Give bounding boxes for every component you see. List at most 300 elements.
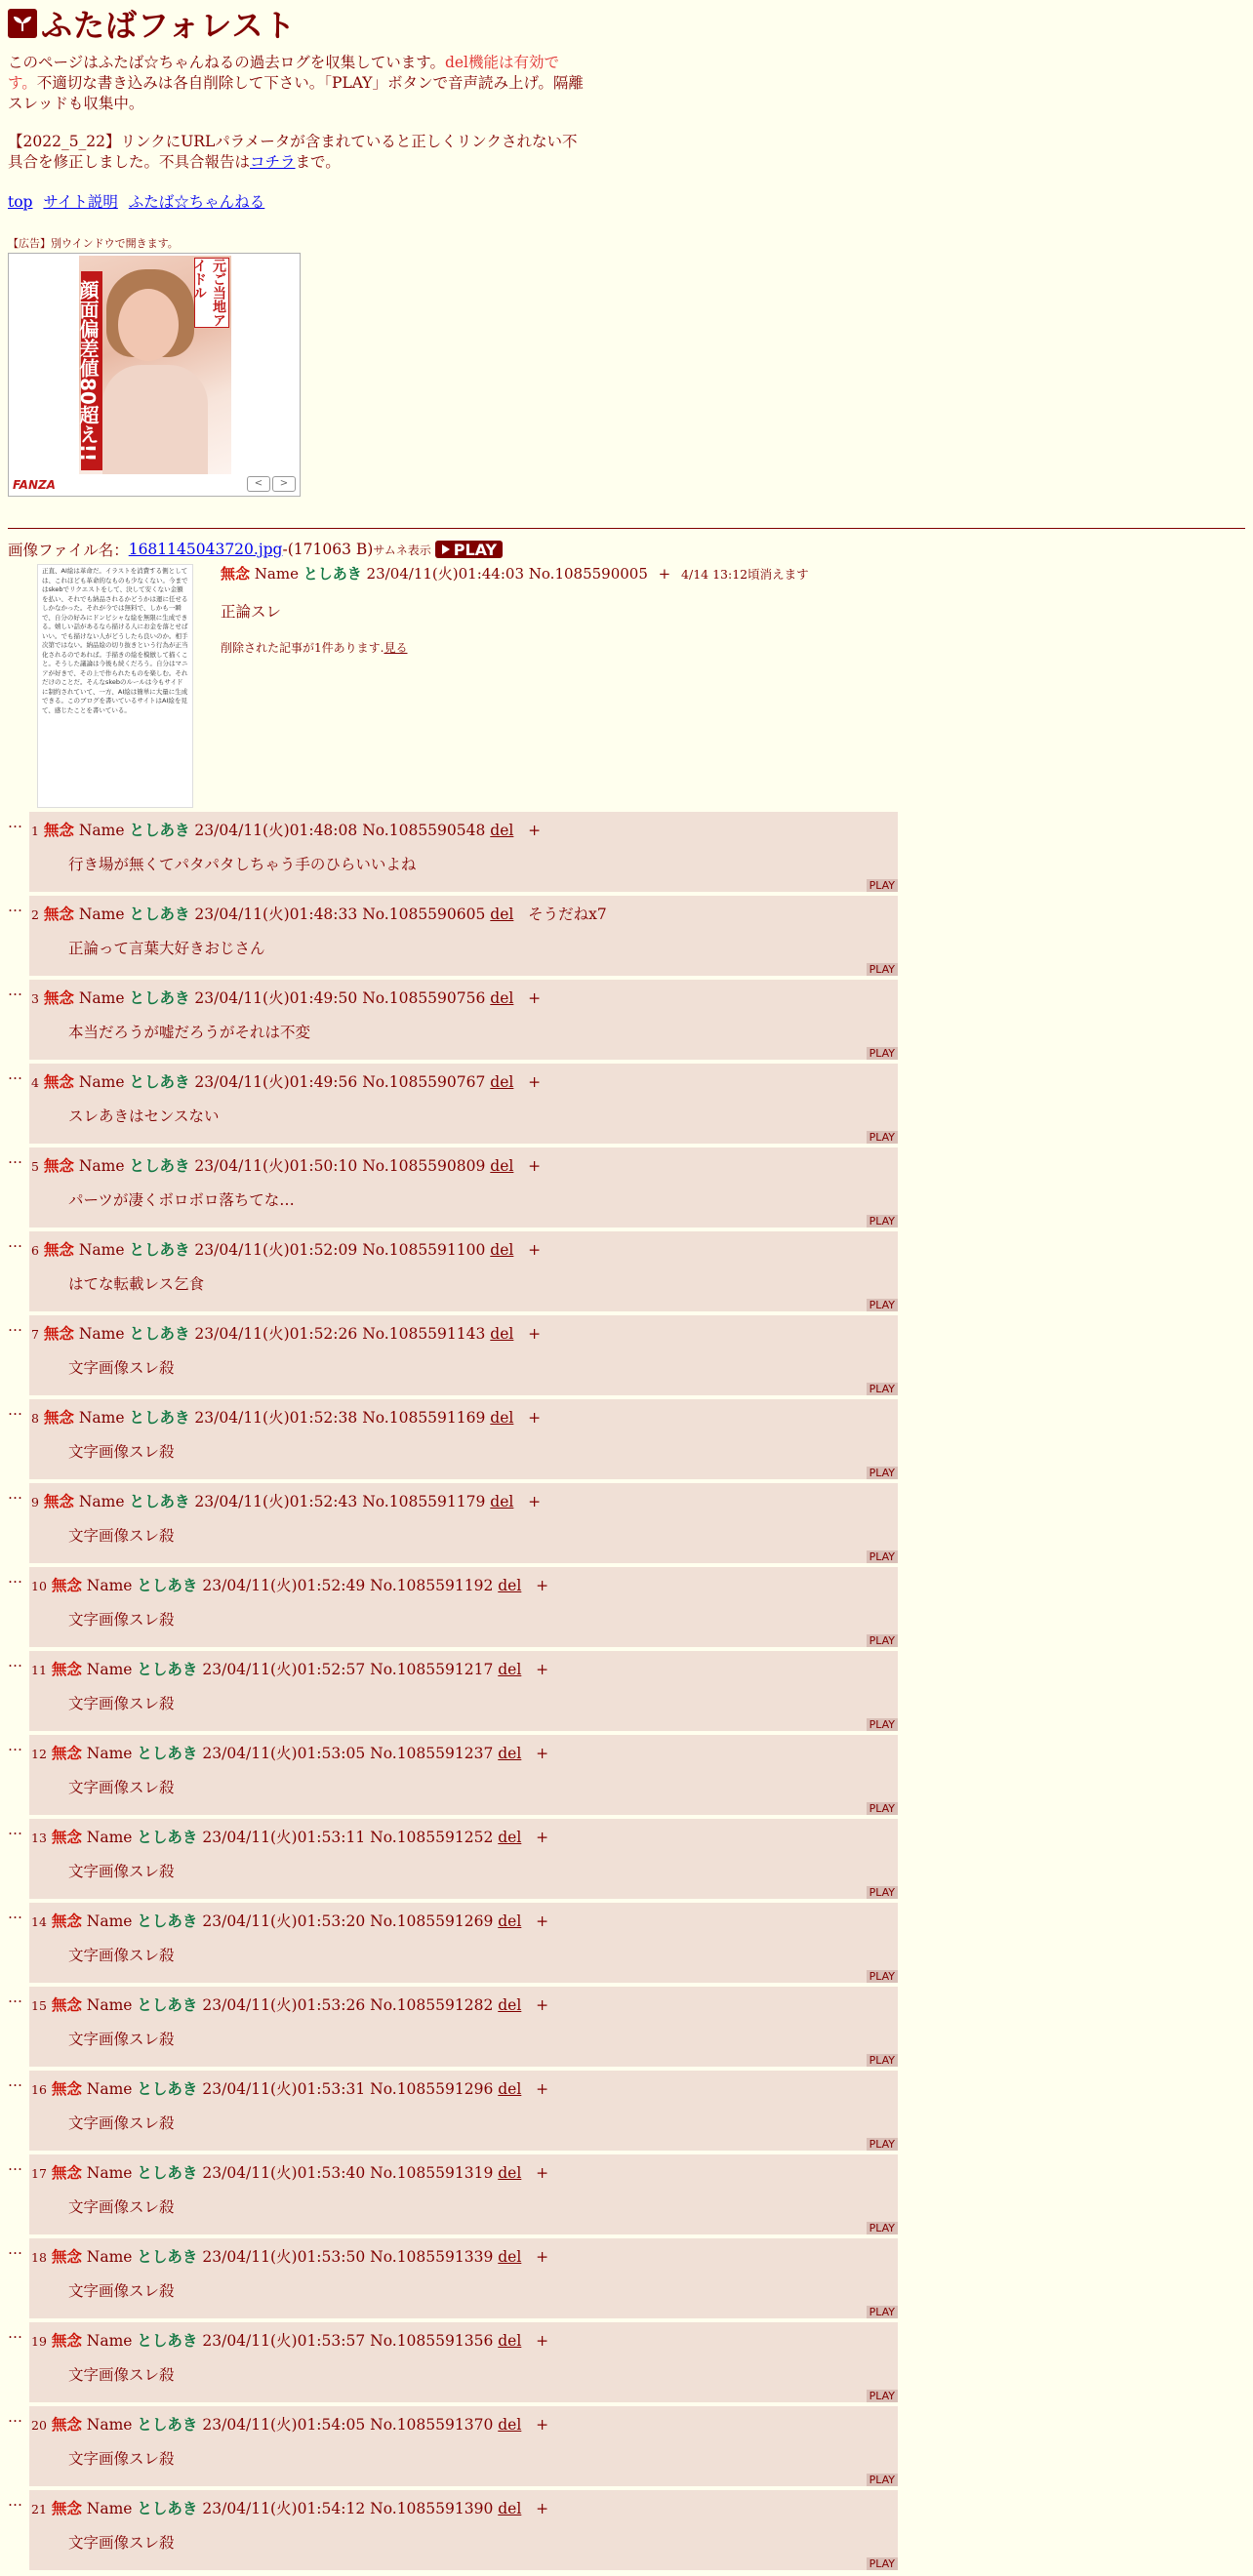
reply-index: 21 [31,2502,47,2516]
name-label: Name [86,1745,133,1762]
reply-extra[interactable]: + [528,822,542,839]
reply-index: 12 [31,1747,47,1761]
reply-header [31,1826,548,1847]
intro-text [8,53,584,114]
post-subject: 無念 [43,905,74,923]
post-date: 23/04/11(火)01:53:40 [202,2164,366,2182]
del-link[interactable]: del [498,2416,522,2434]
reply-extra[interactable]: + [536,1829,549,1846]
reply-dots: … [8,2492,22,2510]
del-link[interactable]: del [498,1829,522,1846]
name-label: Name [78,1157,125,1175]
reply-extra[interactable]: + [528,1493,542,1510]
name-label: Name [78,906,125,923]
file-size: -(171063 B) [282,541,374,558]
post-date: 23/04/11(火)01:52:43 [194,1493,358,1510]
post-number[interactable]: No.1085590809 [362,1157,486,1175]
post-date: 23/04/11(火)01:52:38 [194,1409,358,1427]
post-date: 23/04/11(火)01:53:20 [202,1912,366,1930]
reply-text: スレあきはセンスない [68,1107,220,1125]
name-label: Name [78,822,125,839]
post-number[interactable]: No.1085591269 [370,1912,494,1930]
reply-post [29,1315,898,1395]
post-subject: 無念 [51,1828,82,1846]
deleted-text: 削除された記事が1件あります. [221,641,384,655]
post-number[interactable]: No.1085591319 [370,2164,494,2182]
reply-dots: … [8,2073,22,2090]
post-number[interactable]: No.1085591192 [370,1577,494,1594]
reply-play-button[interactable]: PLAY [867,1886,898,1899]
post-date: 23/04/11(火)01:54:12 [202,2500,366,2517]
post-number[interactable]: No.1085591143 [362,1325,486,1343]
post-subject: 無念 [43,1492,74,1510]
del-link[interactable]: del [490,1157,514,1175]
reply-extra[interactable]: + [536,1912,549,1930]
post-subject: 無念 [51,2331,82,2350]
name-label: Name [254,565,299,583]
reply-extra[interactable]: + [528,989,542,1007]
reply-play-button[interactable]: PLAY [867,879,898,892]
reply-extra[interactable]: + [528,1241,542,1259]
reply-index: 18 [31,2250,47,2265]
reply-text: 文字画像スレ殺 [68,2534,175,2552]
name-label: Name [78,1409,125,1427]
reply-header [31,1322,541,1344]
del-link[interactable]: del [498,2248,522,2266]
poster-name: としあき [137,2079,198,2098]
reply-extra[interactable]: + [528,1409,542,1427]
reply-header [31,819,541,840]
file-link[interactable]: 1681145043720.jpg [128,541,283,558]
reply-header [31,1406,541,1428]
reply-play-button[interactable]: PLAY [867,1550,898,1563]
del-link[interactable]: del [498,1661,522,1678]
del-link[interactable]: del [490,1409,514,1427]
reply-play-button[interactable]: PLAY [867,2306,898,2318]
del-link[interactable]: del [490,989,514,1007]
reply-header [31,1154,541,1176]
nav-futaba-link[interactable]: ふたば☆ちゃんねる [128,193,265,211]
reply-row [8,1903,1245,1983]
post-subject: 無念 [43,1156,74,1175]
poster-name: としあき [129,988,190,1007]
reply-dots: … [8,898,22,915]
reply-index: 19 [31,2334,47,2349]
reply-dots: … [8,982,22,999]
reply-header [31,986,541,1008]
post-date: 23/04/11(火)01:52:57 [202,1661,366,1678]
post-number[interactable]: No.1085591179 [362,1493,486,1510]
reply-row [8,896,1245,976]
reply-post [29,2490,898,2570]
reply-row [8,1819,1245,1899]
poster-name: としあき [303,565,362,583]
post-number[interactable]: No.1085590767 [362,1073,486,1091]
play-button[interactable] [435,541,503,558]
reply-header [31,2245,548,2267]
reply-text: 文字画像スレ殺 [68,2450,175,2468]
poster-name: としあき [137,1995,198,2014]
post-date: 23/04/11(火)01:52:26 [194,1325,358,1343]
post-date: 23/04/11(火)01:52:49 [202,1577,366,1594]
divider [8,528,1245,529]
reply-header [31,2161,548,2183]
reply-post [29,980,898,1060]
post-number[interactable]: No.1085591370 [370,2416,494,2434]
nav-top-link[interactable]: top [8,193,33,211]
reply-extra[interactable]: + [536,1745,549,1762]
post-number[interactable]: No.1085591169 [362,1409,486,1427]
reply-post [29,1147,898,1228]
reply-dots: … [8,1569,22,1587]
reply-header [31,2497,548,2518]
reply-header [31,1238,541,1260]
poster-name: としあき [137,2415,198,2434]
file-label: 画像ファイル名： [8,542,129,559]
reply-row [8,1987,1245,2067]
post-date: 23/04/11(火)01:48:08 [194,822,358,839]
post-subject: 無念 [43,1072,74,1091]
reply-index: 17 [31,2166,47,2181]
post-number[interactable]: No.1085591296 [370,2080,494,2098]
reply-dots: … [8,1653,22,1670]
reply-post [29,1903,898,1983]
name-label: Name [86,1577,133,1594]
reply-dots: … [8,1905,22,1922]
chevron-right-icon[interactable]: > [272,476,296,492]
reply-post [29,2154,898,2234]
post-subject: 無念 [43,1324,74,1343]
reply-index: 1 [31,824,39,838]
del-link[interactable]: del [498,2080,522,2098]
post-number[interactable]: No.1085591217 [370,1661,494,1678]
post-subject: 無念 [51,1912,82,1930]
name-label: Name [86,2248,133,2266]
reply-post [29,2406,898,2486]
reply-extra[interactable]: + [536,2080,549,2098]
name-label: Name [78,989,125,1007]
reply-text: 文字画像スレ殺 [68,1947,175,1964]
reply-extra[interactable]: + [536,1996,549,2014]
report-link[interactable]: コチラ [250,153,296,171]
post-subject: 無念 [43,1408,74,1427]
del-link[interactable]: del [498,1912,522,1930]
reply-play-button[interactable]: PLAY [867,1467,898,1479]
show-deleted-link[interactable]: 見る [384,641,408,655]
post-number[interactable]: No.1085591252 [370,1829,494,1846]
reply-play-button[interactable]: PLAY [867,2557,898,2570]
nav-about-link[interactable]: サイト説明 [43,193,118,211]
post-date: 23/04/11(火)01:44:03 [366,565,524,583]
reply-post [29,2238,898,2318]
reply-text: 文字画像スレ殺 [68,1695,175,1712]
del-link[interactable]: del [490,1241,514,1259]
poster-name: としあき [129,1408,190,1427]
post-number[interactable]: No.1085591339 [370,2248,494,2266]
intro-del-note: del機能は有効です。 [8,54,560,92]
reply-header [31,1490,541,1511]
post-date: 23/04/11(火)01:48:33 [194,906,358,923]
del-link[interactable]: del [498,1996,522,2014]
del-link[interactable]: del [490,1493,514,1510]
reply-extra[interactable]: そうだねx7 [528,906,607,923]
play-label: PLAY [453,540,498,559]
post-number[interactable]: No.1085591356 [370,2332,494,2350]
plus-button[interactable]: + [658,565,671,583]
thumb-toggle[interactable]: サムネ表示 [373,543,431,557]
reply-post [29,1819,898,1899]
post-number[interactable]: No.1085591390 [370,2500,494,2517]
name-label: Name [86,1829,133,1846]
del-link[interactable]: del [490,822,514,839]
poster-name: としあき [137,1660,198,1678]
reply-row [8,1651,1245,1731]
reply-row [8,980,1245,1060]
reply-index: 5 [31,1159,39,1174]
reply-index: 6 [31,1243,39,1258]
reply-extra[interactable]: + [536,2416,549,2434]
post-date: 23/04/11(火)01:53:57 [202,2332,366,2350]
reply-row [8,812,1245,892]
name-label: Name [86,2332,133,2350]
reply-play-button[interactable]: PLAY [867,963,898,976]
ad-left-text: 顔面偏差値80超え!! [81,271,102,470]
reply-index: 16 [31,2082,47,2097]
reply-index: 8 [31,1411,39,1426]
reply-row [8,1064,1245,1144]
reply-post [29,1483,898,1563]
reply-play-button[interactable]: PLAY [867,2222,898,2234]
del-link[interactable]: del [498,2332,522,2350]
reply-header [31,1070,541,1092]
reply-post [29,2322,898,2402]
file-info [8,539,1245,560]
reply-text: 文字画像スレ殺 [68,2366,175,2384]
reply-header [31,2329,548,2351]
ad-nav [247,476,296,492]
post-subject: 無念 [51,2079,82,2098]
reply-extra[interactable]: + [528,1157,542,1175]
reply-dots: … [8,1485,22,1503]
reply-post [29,1064,898,1144]
notice-text: まで。 [295,153,341,171]
ad-banner[interactable] [8,253,301,497]
leaf-icon[interactable] [8,9,37,38]
reply-text: 文字画像スレ殺 [68,1359,175,1377]
deleted-note [221,639,809,656]
reply-post [29,1399,898,1479]
chevron-left-icon[interactable]: < [247,476,270,492]
reply-row [8,1735,1245,1815]
name-label: Name [86,1661,133,1678]
reply-header [31,1658,548,1679]
reply-extra[interactable]: + [528,1325,542,1343]
reply-extra[interactable]: + [536,2248,549,2266]
reply-row [8,1147,1245,1228]
reply-text: 文字画像スレ殺 [68,1779,175,1796]
del-link[interactable]: del [498,1745,522,1762]
reply-play-button[interactable]: PLAY [867,1970,898,1983]
reply-play-button[interactable]: PLAY [867,1299,898,1311]
nav-links [8,190,1245,212]
poster-name: としあき [129,1156,190,1175]
poster-name: としあき [129,1492,190,1510]
reply-play-button[interactable]: PLAY [867,1215,898,1228]
ad-image[interactable] [76,256,231,474]
post-number[interactable]: No.1085591100 [362,1241,486,1259]
site-title[interactable]: ふたばフォレスト [41,7,297,44]
reply-play-button[interactable]: PLAY [867,1718,898,1731]
reply-row [8,1315,1245,1395]
intro-part: このページはふたば☆ちゃんねるの過去ログを収集しています。 [8,54,445,71]
post-subject: 無念 [43,988,74,1007]
update-notice [8,132,584,173]
post-date: 23/04/11(火)01:53:11 [202,1829,366,1846]
reply-row [8,1567,1245,1647]
post-number[interactable]: No.1085590605 [362,906,486,923]
op-header [221,564,809,584]
reply-play-button[interactable]: PLAY [867,2390,898,2402]
reply-dots: … [8,1317,22,1335]
reply-play-button[interactable]: PLAY [867,1131,898,1144]
reply-row [8,2154,1245,2234]
reply-index: 13 [31,1831,47,1845]
poster-name: としあき [137,2331,198,2350]
reply-dots: … [8,2240,22,2258]
reply-header [31,2077,548,2099]
poster-name: としあき [137,1576,198,1594]
reply-header [31,1910,548,1931]
del-link[interactable]: del [498,1577,522,1594]
reply-post [29,1987,898,2067]
reply-post [29,1735,898,1815]
reply-play-button[interactable]: PLAY [867,2138,898,2151]
op-text: 正論スレ [221,603,282,621]
reply-index: 11 [31,1663,47,1677]
reply-text: 文字画像スレ殺 [68,2114,175,2132]
name-label: Name [86,1996,133,2014]
poster-name: としあき [129,1072,190,1091]
poster-name: としあき [137,1828,198,1846]
reply-index: 7 [31,1327,39,1342]
reply-row [8,1399,1245,1479]
poster-name: としあき [137,2247,198,2266]
del-link[interactable]: del [490,1073,514,1091]
expire-note: 4/14 13:12頃消えます [681,567,809,582]
reply-play-button[interactable]: PLAY [867,1634,898,1647]
reply-index: 2 [31,907,39,922]
name-label: Name [86,2500,133,2517]
post-date: 23/04/11(火)01:53:31 [202,2080,366,2098]
post-number[interactable]: No.1085591282 [370,1996,494,2014]
poster-name: としあき [137,1912,198,1930]
reply-header [31,1574,548,1595]
reply-dots: … [8,814,22,831]
post-number[interactable]: No.1085590005 [528,565,648,583]
op-body [221,564,809,808]
reply-header [31,1993,548,2015]
reply-post [29,1651,898,1731]
name-label: Name [78,1241,125,1259]
reply-text: 本当だろうが嘘だろうがそれは不変 [68,1024,311,1041]
post-date: 23/04/11(火)01:54:05 [202,2416,366,2434]
name-label: Name [86,2164,133,2182]
poster-name: としあき [137,2499,198,2517]
post-number[interactable]: No.1085590756 [362,989,486,1007]
ad-figure [102,365,208,474]
reply-text: 文字画像スレ殺 [68,2031,175,2048]
post-date: 23/04/11(火)01:50:10 [194,1157,358,1175]
reply-extra[interactable]: + [536,2500,549,2517]
op-post [8,564,1245,808]
poster-name: としあき [137,2163,198,2182]
reply-row [8,2490,1245,2570]
post-number[interactable]: No.1085590548 [362,822,486,839]
del-link[interactable]: del [490,1325,514,1343]
reply-text: 文字画像スレ殺 [68,1611,175,1629]
reply-play-button[interactable]: PLAY [867,2054,898,2067]
reply-text: 文字画像スレ殺 [68,1863,175,1880]
reply-dots: … [8,1066,22,1083]
poster-name: としあき [129,905,190,923]
post-number[interactable]: No.1085591237 [370,1745,494,1762]
reply-extra[interactable]: + [536,2332,549,2350]
del-link[interactable]: del [498,2500,522,2517]
reply-extra[interactable]: + [536,1661,549,1678]
reply-header [31,2413,548,2435]
reply-play-button[interactable]: PLAY [867,1047,898,1060]
reply-list [8,812,1245,2570]
poster-name: としあき [129,821,190,839]
poster-name: としあき [129,1240,190,1259]
reply-index: 3 [31,991,39,1006]
play-icon [441,543,451,555]
post-subject: 無念 [51,1744,82,1762]
reply-text: 文字画像スレ殺 [68,1527,175,1545]
post-date: 23/04/11(火)01:53:05 [202,1745,366,1762]
reply-text: 正論って言葉大好きおじさん [68,940,265,957]
reply-post [29,1231,898,1311]
reply-text: はてな転載レス乞食 [68,1275,205,1293]
post-subject: 無念 [51,2415,82,2434]
post-date: 23/04/11(火)01:52:09 [194,1241,358,1259]
reply-text: 行き場が無くてパタパタしちゃう手のひらいいよね [68,856,417,873]
post-date: 23/04/11(火)01:53:26 [202,1996,366,2014]
reply-extra[interactable]: + [536,2164,549,2182]
reply-play-button[interactable]: PLAY [867,1802,898,1815]
reply-dots: … [8,1737,22,1754]
del-link[interactable]: del [498,2164,522,2182]
post-subject: 無念 [221,565,251,583]
reply-index: 20 [31,2418,47,2433]
reply-play-button[interactable]: PLAY [867,1383,898,1395]
reply-extra[interactable]: + [528,1073,542,1091]
name-label: Name [86,2080,133,2098]
reply-text: 文字画像スレ殺 [68,1443,175,1461]
reply-play-button[interactable]: PLAY [867,2474,898,2486]
ad-right-text: 元ご当地アイドル [194,258,229,328]
reply-dots: … [8,2324,22,2342]
reply-extra[interactable]: + [536,1577,549,1594]
post-date: 23/04/11(火)01:49:50 [194,989,358,1007]
notice-text: 【2022_5_22】リンクにURLパラメータが含まれていると正しくリンクされない不具合を修正しました。不具合報告は [8,133,578,171]
reply-row [8,2238,1245,2318]
op-thumbnail[interactable]: 正直、AI絵は革命だ。イラストを消費する側としては、これほども革命的なものも少なくない。今まではskebでリクエストをして、決して安くない金額を払い、それでも納品されるかどうかは運に任せるしかなかった。それが今では無料で、しかも一瞬で、自分の好みにドンピシャな絵を無限に生成できる。嬉しい話があるなら描ける人にお金を落とせばいい。でも描けない人がどうしたら良いのか。相手次第ではない。納品絵の切り抜きという行為が正当化されるのであれば。手描きの絵を模倣して描くこと。そうした議論は今後も続くだろう。自分はマニアが好きで、その上で作られたものを楽しむ。それだけのことだ。そんなskebのルールは今もサイドに制約されていて、一方、AI絵は簡単に大量に生成できる。このブログを書いているサイトはAI絵を見て、感じたことを書いている。 [37,564,193,808]
post-date: 23/04/11(火)01:49:56 [194,1073,358,1091]
post-subject: 無念 [51,1576,82,1594]
post-subject: 無念 [51,2499,82,2517]
del-link[interactable]: del [490,906,514,923]
